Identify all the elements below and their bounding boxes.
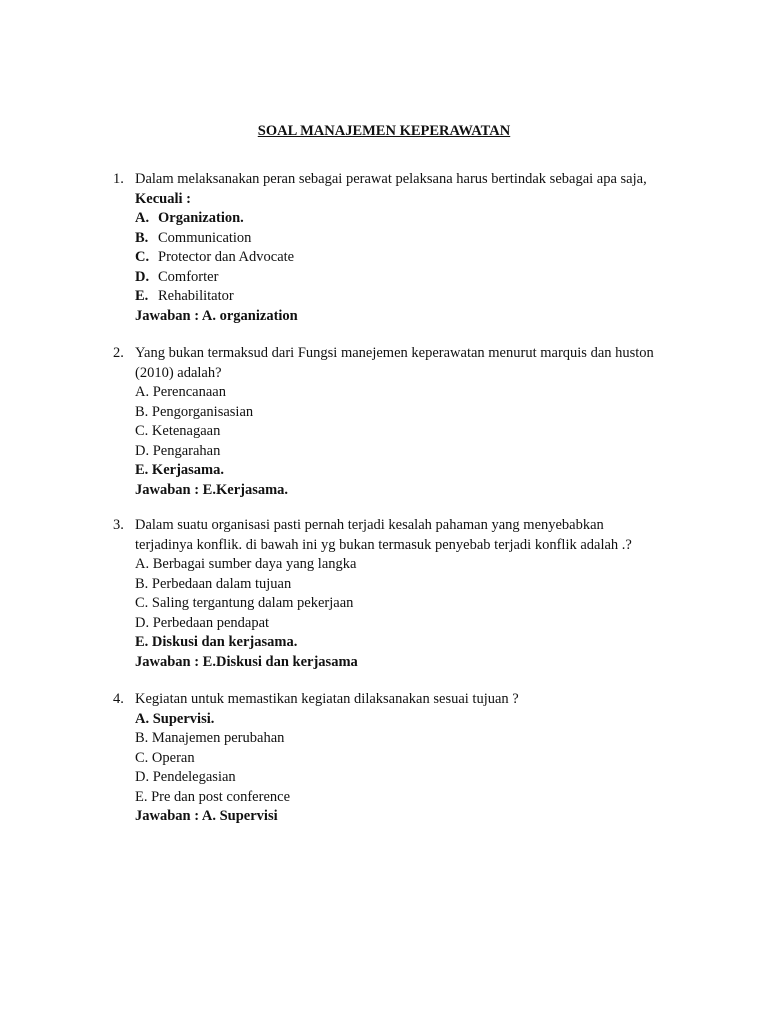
answer: Jawaban : A. organization — [135, 307, 298, 324]
question-number: 2. — [113, 345, 124, 361]
option-text: Protector dan Advocate — [158, 249, 295, 265]
option-e: E. Kerjasama. — [135, 462, 224, 478]
question-text: Kegiatan untuk memastikan kegiatan dilaksanakan sesuai tujuan ? — [135, 691, 519, 707]
answer: Jawaban : E.Kerjasama. — [135, 481, 289, 498]
option-a — [135, 209, 673, 229]
question-1 — [113, 170, 673, 326]
option-c — [135, 248, 673, 268]
option-c: C. Operan — [135, 749, 195, 766]
option-text: Communication — [158, 229, 252, 246]
option-b: B. Pengorganisasian — [135, 403, 254, 420]
option-letter: E. — [135, 288, 149, 304]
option-a: A. Supervisi. — [135, 710, 215, 727]
page-title: SOAL MANAJEMEN KEPERAWATAN — [257, 123, 511, 139]
option-e — [135, 287, 673, 307]
question-text: Dalam melaksanakan peran sebagai perawat pelaksana harus bertindak sebagai apa saja, — [135, 171, 647, 187]
question-number: 3. — [113, 517, 124, 533]
option-text: Organization. — [158, 210, 244, 226]
question-text: (2010) adalah? — [135, 364, 222, 381]
option-letter: C. — [135, 249, 150, 265]
option-c: C. Ketenagaan — [135, 423, 221, 439]
answer: Jawaban : A. Supervisi — [135, 808, 278, 824]
option-letter: D. — [135, 268, 150, 285]
option-c: C. Saling tergantung dalam pekerjaan — [135, 595, 354, 611]
option-d — [135, 268, 673, 288]
question-text: Dalam suatu organisasi pasti pernah terjadi kesalah pahaman yang menyebabkan — [135, 517, 604, 533]
option-d: D. Pendelegasian — [135, 769, 236, 785]
option-e: E. Diskusi dan kerjasama. — [135, 634, 298, 650]
question-number: 1. — [113, 171, 124, 187]
option-letter: B. — [135, 229, 149, 246]
question-qualifier: Kecuali : — [135, 190, 191, 207]
option-d: D. Perbedaan pendapat — [135, 614, 270, 631]
option-text: Rehabilitator — [158, 288, 234, 304]
question-text: Yang bukan termaksud dari Fungsi manejemen keperawatan menurut marquis dan huston — [135, 345, 654, 361]
question-number: 4. — [113, 691, 124, 707]
option-d: D. Pengarahan — [135, 442, 221, 459]
question-4 — [113, 690, 673, 827]
option-letter: A. — [135, 210, 150, 226]
option-a: A. Berbagai sumber daya yang langka — [135, 556, 357, 572]
option-b: B. Perbedaan dalam tujuan — [135, 575, 292, 592]
option-e: E. Pre dan post conference — [135, 788, 291, 805]
option-a: A. Perencanaan — [135, 384, 226, 400]
answer: Jawaban : E.Diskusi dan kerjasama — [135, 653, 358, 670]
question-3 — [113, 516, 673, 672]
option-b: B. Manajemen perubahan — [135, 730, 285, 746]
option-text: Comforter — [158, 268, 219, 285]
option-b — [135, 229, 673, 249]
question-text: terjadinya konflik. di bawah ini yg bukan termasuk penyebab terjadi konflik adalah .? — [135, 536, 632, 553]
question-2 — [113, 344, 673, 500]
